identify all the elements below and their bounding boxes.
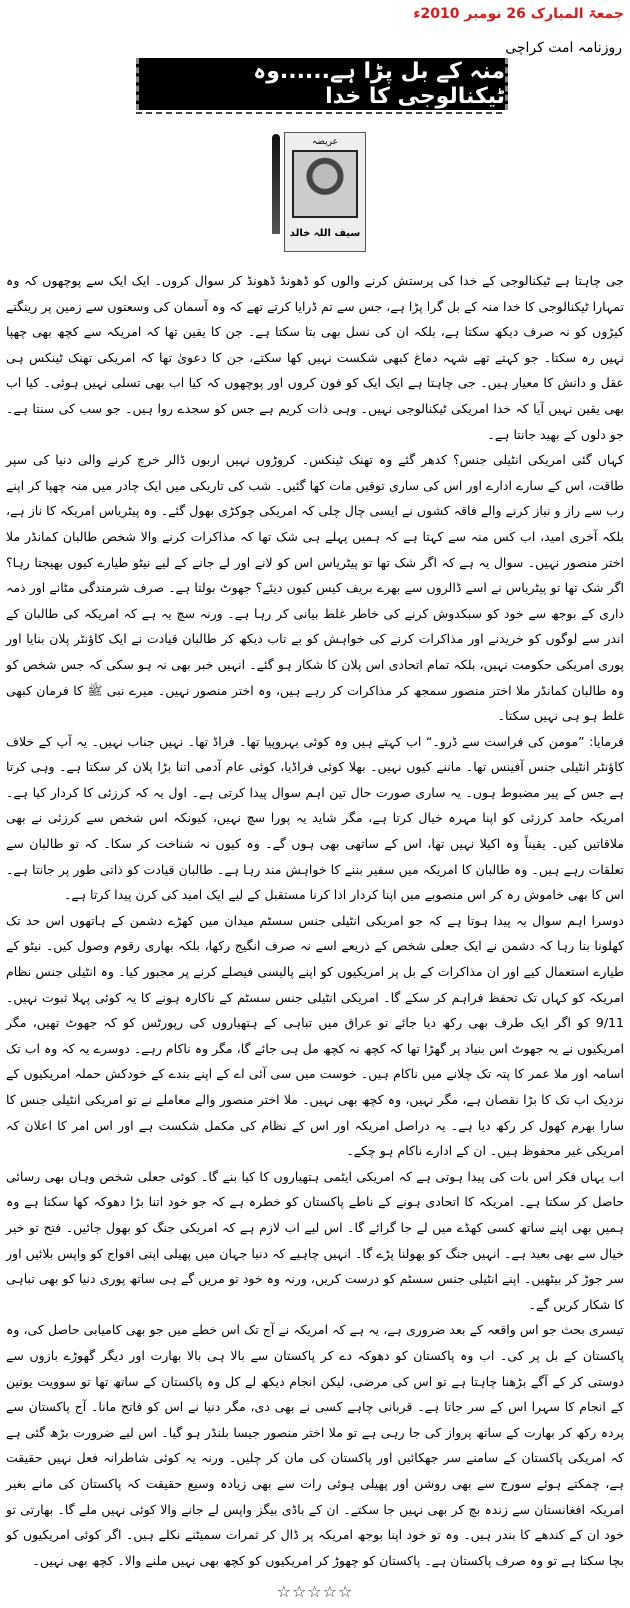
article-body	[6, 268, 624, 1573]
paragraph: جی چاہتا ہے ٹیکنالوجی کے خدا کی پرستش کرنے والوں کو ڈھونڈ ڈھونڈ کر سوال کروں۔ ایک ایک سے پوچھوں کہ وہ تمہارا ٹیکنالوجی کا خدا منہ کے بل گرا پڑا ہے، جس سے تم ڈرایا کرتے تھے کہ وہ آسمان کی وسعتوں سے زمین پر رینگتے کیڑوں کو نہ صرف دیکھ سکتا ہے، بلکہ ان کی نسل بھی بتا سکتا ہے۔ جن کا یقین تھا کہ امریکہ سے کچھ بھی چھپا نہیں رہ سکتا۔ جو کہتے تھے شہہ دماغ کبھی شکست نہیں کھا سکتے، جن کا دعویٰ تھا کہ امریکی تھنک ٹینکس ہی عقل و دانش کا معیار ہیں۔ جی چاہتا ہے ایک ایک کو فون کروں اور پوچھوں کہ کیا اب بھی تسلی نہیں ہوئی۔ کیا اب بھی یقین نہیں آیا کہ خدا امریکی ٹیکنالوجی نہیں۔ وہی ذات کریم ہے جس کو سجدے روا ہیں۔ جو سب کی سنتا ہے۔ جو دلوں کے بھید جانتا ہے۔	[6, 273, 624, 442]
article-title: منہ کے بل پڑا ہے......وہ ٹیکنالوجی کا خدا	[136, 58, 508, 110]
column-name: عریضہ	[312, 137, 338, 147]
author-photo	[292, 150, 358, 218]
newspaper-source: روزنامہ امت کراچی	[505, 40, 622, 56]
paragraph: فرمایا: ”مومن کی فراست سے ڈرو۔“ اب کہتے ہیں وہ کوئی بہروپیا تھا۔ فراڈ تھا۔ نہیں جناب نہیں۔ یہ آپ کے خلاف کاؤنٹر انٹیلی جنس آفینس تھا۔ ماننے کیوں نہیں۔ بھلا کوئی فراڈیا، کوئی عام آدمی اتنا بڑا پلان کر سکتا ہے۔ وہی کرتا ہے جس کے پیر مضبوط ہوں۔ یہ ساری صورت حال تین اہم سوال پیدا کرتی ہے۔ اول یہ کہ کرزئی کا کردار کیا ہے۔ امریکہ حامد کرزئی کو اپنا مہرہ خیال کرتا ہے، مگر شاید یہ پورا سچ نہیں، کیونکہ اس شخص سے کرزئی نے بھی ملاقاتیں کیں۔ یقیناً وہ اکیلا نہیں تھا، اس کے ساتھی بھی ہوں گے۔ وہ کیوں نہ شناخت کر سکا۔ کہ تو طالبان سے تعلقات رہے ہیں۔ وہ طالبان کا امریکہ میں سفیر بننے کا خواہش مند رہا ہے۔ طالبان قیادت کو ذاتی طور پر جانتا ہے۔ اس کا بھی خاموش رہ کر اس منصوبے میں اپنا کردار ادا کرنا مستقبل کے لیے ایک امید کی کرن پیدا کرتا ہے۔	[6, 733, 624, 903]
author-byline-card	[270, 124, 366, 252]
end-mark-stars: ☆☆☆☆☆	[276, 1582, 354, 1601]
paragraph: کہاں گئی امریکی انٹیلی جنس؟ کدھر گئے وہ تھنک ٹینکس۔ کروڑوں نہیں اربوں ڈالر خرچ کرنے والی دنیا کی سپر طاقت، اس کے سارے ادارے اور اس کی ساری توقیں مات کھا گئیں۔ شب کی تاریکی میں ایک چادر میں منہ چھپا کر اپنے رب سے راز و نیاز کرنے والے فاقہ کشوں نے ایسی چال چلی کہ امریکی چوکڑی بھول گئے۔ وہ پیٹریاس امریکہ کا ناز ہے، بلکہ آخری امید، اب کس منہ سے کہتا ہے کہ ہمیں پہلے ہی شک تھا کہ مذاکرات کرنے والا شخص طالبان کمانڈر ملا اختر منصور نہیں۔ سوال یہ ہے کہ اگر شک تھا تو پیٹریاس اس کو لانے اور لے جانے کے لیے نیٹو طیارے کیوں بھیجتا رہا؟ اگر شک تھا تو پیٹریاس نے اسے ڈالروں سے بھرے بریف کیس کیوں دیئے؟ جھوٹ بولتا ہے۔ صرف شرمندگی مٹانے اور ذمہ داری کے بوجھ سے خود کو سبکدوش کرنے کی خاطر غلط بیانی کر رہا ہے۔ ورنہ سچ یہ ہے کہ امریکہ کی طالبان کے اندر سے لوگوں کو خریدنے اور مذاکرات کرنے کی خواہش کو بے تاب دیکھ کر طالبان قیادت نے ایک کاؤنٹر پلان بنایا اور پوری امریکی حکومت نہیں، بلکہ تمام اتحادی اس پلان کا شکار ہو گئے۔ انہیں خبر بھی نہ ہو سکی کہ جس شخص کو وہ طالبان کمانڈر ملا اختر منصور سمجھ کر مذاکرات کر رہے ہیں، وہ اختر منصور نہیں۔ میرے نبی ﷺ کا فرمان کبھی غلط ہو ہی نہیں سکتا۔	[6, 452, 624, 724]
author-name: سیف اللہ خالد	[289, 228, 361, 239]
column-card	[284, 132, 366, 252]
publication-date: جمعۃ المبارک 26 نومبر 2010ء	[413, 6, 624, 22]
title-divider	[136, 112, 502, 118]
pen-icon	[272, 134, 280, 234]
paragraph: دوسرا اہم سوال یہ پیدا ہوتا ہے کہ جو امریکی انٹیلی جنس سسٹم میدان میں کھڑے دشمن کے ہاتھوں اس حد تک کھلونا بنا رہا کہ دشمن نے ایک جعلی شخص کے ذریعے اسے نہ صرف انگیج رکھا، بلکہ بھاری رقوم وصول کیں۔ نیٹو کے طیارے استعمال کیے اور ان مذاکرات کے بل پر امریکیوں کو اپنے پالیسی فیصلے کرنے پر مجبور کیا۔ وہ انٹیلی جنس نظام امریکہ کو کہاں تک تحفظ فراہم کر سکے گا۔ امریکی انٹیلی جنس سسٹم کے ناکارہ ہونے کا یہ کوئی پہلا ثبوت نہیں۔ 9/11 کو اگر ایک طرف بھی رکھ دیا جائے تو عراق میں تباہی کے ہتھیاروں کی رپورٹس کو کہ جھوٹ تھیں، مگر امریکیوں نے یہ جھوٹ اس بنیاد پر گھڑا تھا کہ کچھ نہ کچھ مل ہی جائے گا، مگر وہ ناکام رہے۔ دوسرے یہ کہ وہ اب تک اسامہ اور ملا عمر کا پتہ تک چلانے میں ناکام ہیں۔ خوست میں سی آئی اے کے اپنے بندے کے خودکش حملہ امریکیوں کے نزدیک اب تک کا بڑا نقصان ہے، مگر نہیں، وہ کچھ بھی نہیں۔ ملا اختر منصور والے معاملے نے تو امریکی انٹیلی جنس کا سارا بھرم کھول کر رکھ دیا ہے۔ یہ دراصل امریکہ اور اس کے نظام کی مکمل شکست ہے اور اس امر کا اعلان کہ امریکی غیر محفوظ ہیں۔ ان کے ادارے ناکام ہو چکے۔	[6, 912, 624, 1159]
paragraph: تیسری بحث جو اس واقعہ کے بعد ضروری ہے، یہ ہے کہ امریکہ نے آج تک اس خطے میں جو بھی کامیابی حاصل کی، وہ پاکستان کے بل پر کی۔ اب وہ پاکستان کو دھوکہ دے کر پاکستان سے بالا ہی بالا بھارت اور دیگر گھوڑے بازوں سے دوستی کر کے آگے بڑھنا چاہتا ہے تو اس کی مرضی، لیکن انجام دیکھ لے کل وہ پاکستان کے ساتھ تھا تو سوویت یونین کے انجام کا سہرا اس کے سر جاتا ہے۔ قربانی چاہے کسی نے بھی دی، مگر دنیا نے اس کو فاتح مانا۔ آج پاکستان سے پردہ رکھ کر بھارت کے ساتھ پرواز کی جا رہی ہے تو ملا اختر منصور جیسا بلنڈر ہو گیا۔ اس لیے ضرورت بڑھ گئی ہے کہ امریکی پاکستان کے سامنے سر جھکائیں اور پاکستان کی مان کر چلیں۔ ورنہ یہ کوئی شاطرانہ فعل نہیں حقیقت ہے، چمکتے ہوئے سورج سے بھی روشن اور پھیلی ہوئی رات سے بھی زیادہ وسیع حقیقت کہ پاکستان کی مانے بغیر امریکہ افغانستان سے زندہ بچ کر بھی نہیں جا سکتے۔ ان کے باڈی بیگز واپس لے جانے والا کوئی نہیں ملے گا۔ بھارتی تو خود ان کے کندھے کا بندر ہیں۔ وہ تو خود اپنا بوجھ امریکہ پر ڈال کر ثمرات سمیٹنے نکلے ہیں۔ اگر کوئی امریکیوں کو بچا سکتا ہے تو وہ صرف پاکستان ہے۔ پاکستان کو چھوڑ کر امریکیوں کو کچھ بھی نہیں ملنے والا۔ کچھ بھی نہیں۔	[6, 1322, 624, 1568]
paragraph: اب یہاں فکر اس بات کی پیدا ہوتی ہے کہ امریکی ایٹمی ہتھیاروں کا کیا بنے گا۔ کوئی جعلی شخص وہاں بھی رسائی حاصل کر سکتا ہے۔ امریکہ کا اتحادی ہونے کے ناطے پاکستان کو خطرہ ہے کہ جو خود اتنا بڑا دھوکہ کھا سکتا ہے وہ ہمیں بھی اپنے ساتھ کسی کھڈے میں لے جا گرائے گا۔ اس لیے اب لازم ہے کہ امریکی جنگ کو بھول جائیں۔ فتح تو خیر خیال سے بھی بعید ہے۔ انہیں جنگ کو بھولنا پڑے گا۔ انہیں چاہیے کہ دنیا جہان میں پھیلی اپنی افواج کو واپس بلائیں اور سر جوڑ کر بیٹھیں۔ اپنے انٹیلی جنس سسٹم کو درست کریں، ورنہ وہ خود تو مریں گے ہی ساتھ پوری دنیا کو بھی تباہی کا شکار کریں گے۔	[6, 1168, 624, 1312]
